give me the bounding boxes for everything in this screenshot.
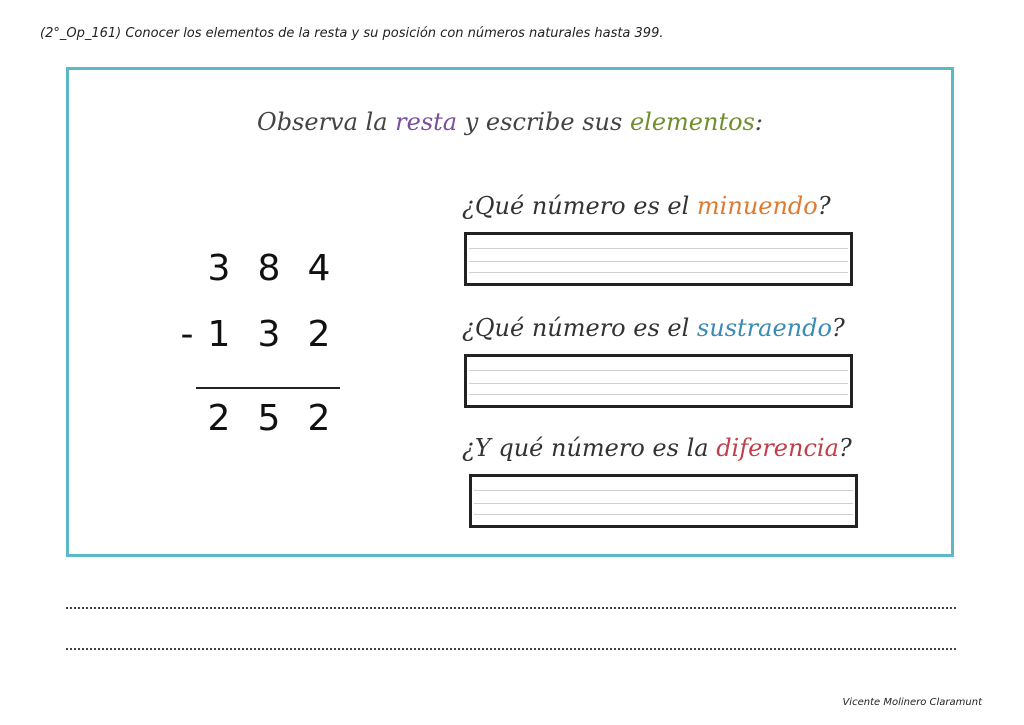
question-text: ¿Qué número es el xyxy=(462,314,697,342)
instruction-part1: Observa la xyxy=(257,108,396,136)
keyword-minuendo: minuendo xyxy=(696,192,818,220)
question-sustraendo xyxy=(462,314,845,342)
writing-guide xyxy=(469,248,848,249)
writing-guide xyxy=(474,503,853,504)
writing-guide xyxy=(474,490,853,491)
answer-box-sustraendo[interactable] xyxy=(464,354,853,408)
question-minuendo xyxy=(462,192,831,220)
question-mark: ? xyxy=(817,192,831,220)
difference-digit: 2 xyxy=(307,398,331,439)
keyword-elementos: elementos xyxy=(629,108,755,136)
writing-guide xyxy=(469,383,848,384)
question-text: ¿Qué número es el xyxy=(462,192,697,220)
writing-line[interactable] xyxy=(66,607,956,609)
subtrahend-digit: 1 xyxy=(207,314,231,355)
minuend-digit: 8 xyxy=(257,248,281,289)
question-text: ¿Y qué número es la xyxy=(462,434,717,462)
difference-digit: 2 xyxy=(207,398,231,439)
exercise-card xyxy=(66,67,954,557)
answer-box-diferencia[interactable] xyxy=(469,474,858,528)
difference-row xyxy=(174,398,344,442)
question-diferencia xyxy=(462,434,852,462)
subtrahend-digit: 2 xyxy=(307,314,331,355)
result-line xyxy=(196,387,340,389)
subtrahend-row xyxy=(174,314,344,358)
writing-guide xyxy=(469,370,848,371)
instruction-part3: : xyxy=(754,108,763,136)
minus-sign: - xyxy=(180,314,194,355)
minuend-row xyxy=(174,248,344,292)
writing-guide xyxy=(469,394,848,395)
keyword-resta: resta xyxy=(395,108,458,136)
subtrahend-digit: 3 xyxy=(257,314,281,355)
keyword-sustraendo: sustraendo xyxy=(696,314,832,342)
instruction-part2: y escribe sus xyxy=(457,108,630,136)
question-mark: ? xyxy=(838,434,852,462)
question-mark: ? xyxy=(831,314,845,342)
author-credit: Vicente Molinero Claramunt xyxy=(842,697,982,708)
writing-guide xyxy=(469,261,848,262)
minuend-digit: 4 xyxy=(307,248,331,289)
answer-box-minuendo[interactable] xyxy=(464,232,853,286)
minuend-digit: 3 xyxy=(207,248,231,289)
instruction-title xyxy=(69,108,951,136)
writing-line[interactable] xyxy=(66,648,956,650)
writing-guide xyxy=(469,272,848,273)
keyword-diferencia: diferencia xyxy=(716,434,839,462)
difference-digit: 5 xyxy=(257,398,281,439)
writing-guide xyxy=(474,514,853,515)
worksheet-header: (2°_Op_161) Conocer los elementos de la resta y su posición con números naturales hasta 399. xyxy=(40,26,664,41)
